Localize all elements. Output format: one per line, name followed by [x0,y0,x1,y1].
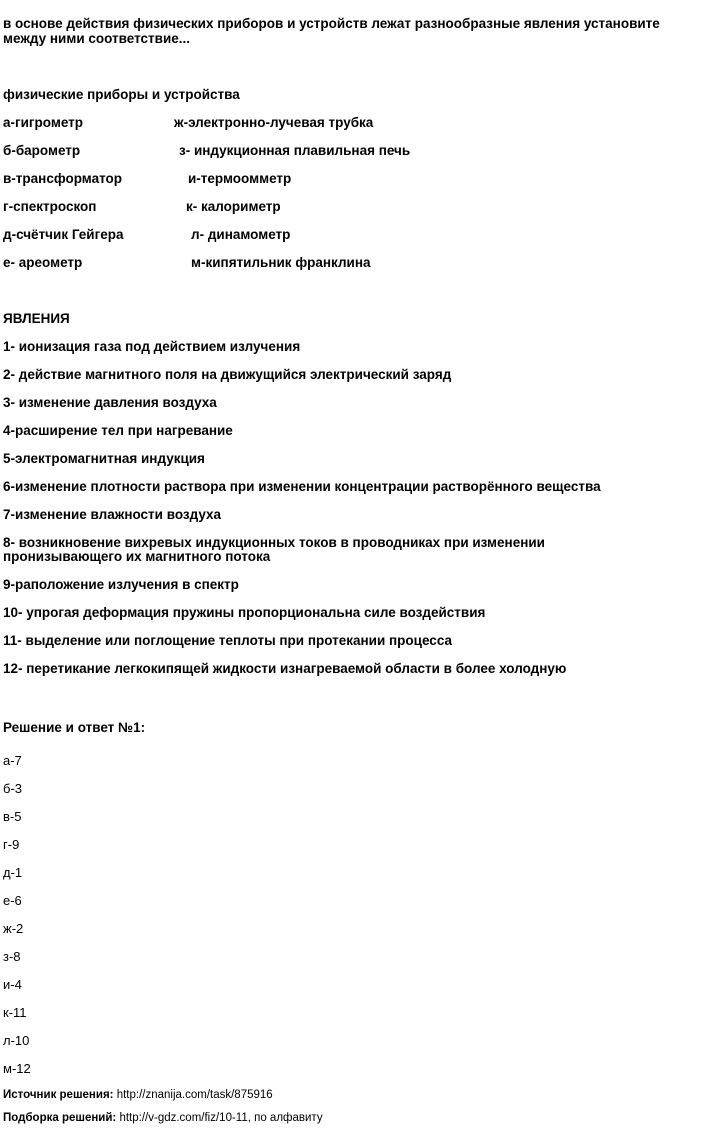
phenomenon-item: 9-раположение излучения в спектр [3,577,239,592]
device-l: л- динамометр [191,227,291,242]
device-zh: ж-электронно-лучевая трубка [174,115,374,130]
collection-label: Подборка решений: [3,1112,117,1124]
answer-item: ж-2 [3,921,24,936]
answer-item: к-11 [3,1005,27,1020]
device-g: г-спектроскоп [3,199,97,214]
phenomenon-item: 1- ионизация газа под действием излучения [3,339,301,354]
collection-link[interactable]: http://v-gdz.com/fiz/10-11, по алфавиту [119,1112,323,1124]
source-label: Источник решения: [3,1089,114,1101]
answer-item: б-3 [3,781,23,796]
source-link[interactable]: http://znanija.com/task/875916 [116,1089,273,1101]
answer-item: а-7 [3,753,22,768]
answer-item: е-6 [3,893,22,908]
answer-item: и-4 [3,977,22,992]
device-a: а-гигрометр [3,115,84,130]
device-i: и-термоомметр [188,171,292,186]
phenomenon-item: 3- изменение давления воздуха [3,395,217,410]
answer-item: л-10 [3,1033,30,1048]
solution-heading: Решение и ответ №1: [3,720,146,735]
phenomenon-item: 4-расширение тел при нагревание [3,423,233,438]
device-d: д-счётчик Гейгера [3,227,124,242]
phenomenon-item: 11- выделение или поглощение теплоты при протекании процесса [3,633,452,648]
devices-heading: физические приборы и устройства [3,87,240,102]
phenomenon-item: 12- перетикание легкокипящей жидкости изнагреваемой области в более холодную [3,661,567,676]
phenomenon-item: 8- возникновение вихревых индукционных токов в проводниках при изменении [3,535,545,550]
answer-item: д-1 [3,865,23,880]
phenomenon-item: 6-изменение плотности раствора при изменении концентрации растворённого вещества [3,479,601,494]
phenomenon-item: 5-электромагнитная индукция [3,451,205,466]
answer-item: м-12 [3,1061,31,1076]
answer-item: г-9 [3,837,20,852]
answer-item: в-5 [3,809,22,824]
phenomenon-item: 7-изменение влажности воздуха [3,507,222,522]
device-k: к- калориметр [186,199,281,214]
device-e: е- ареометр [3,255,83,270]
phenomenon-item: 10- упрогая деформация пружины пропорциональна силе воздействия [3,605,486,620]
phenomenon-item-continuation: пронизывающего их магнитного потока [3,549,271,564]
phenomenon-item: 2- действие магнитного поля на движущийся электрический заряд [3,367,452,382]
device-m: м-кипятильник франклина [191,255,371,270]
device-v: в-трансформатор [3,171,123,186]
device-b: б-барометр [3,143,81,158]
answer-item: з-8 [3,949,21,964]
phenomena-heading: ЯВЛЕНИЯ [3,311,70,326]
question-line-2: между ними соответствие... [3,31,191,46]
device-z: з- индукционная плавильная печь [179,143,411,158]
collection-line [3,1111,323,1125]
source-line [3,1088,273,1102]
question-line-1: в основе действия физических приборов и устройств лежат разнообразные явления установите [3,16,660,31]
